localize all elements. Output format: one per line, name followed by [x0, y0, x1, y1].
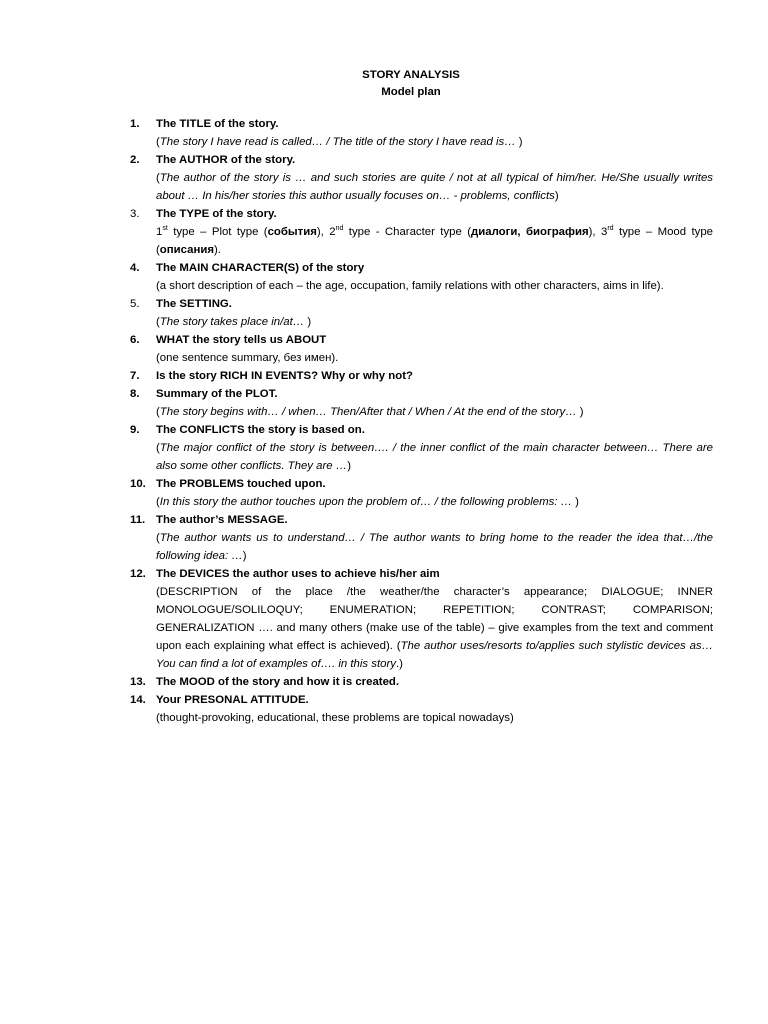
detail-text: rd: [607, 225, 614, 233]
item-detail: [156, 349, 713, 367]
detail-text: ): [571, 496, 579, 508]
item-content: [156, 367, 713, 385]
item-number: 4.: [130, 262, 140, 274]
detail-text: 1: [156, 226, 163, 238]
detail-text: The story I have read is called… / The title of the story I have read is…: [159, 136, 516, 148]
list-item: [130, 295, 713, 331]
list-item: [130, 205, 713, 259]
detail-text: (a short description of each – the age, occupation, family relations with other characters, aims in life).: [156, 280, 664, 292]
list-item: [130, 691, 713, 727]
detail-text: The author wants us to understand… / The author wants to bring home to the reader the idea that…/the following idea: …: [156, 532, 713, 562]
item-detail: [156, 493, 713, 511]
item-number: 5.: [130, 298, 140, 310]
list-item: [130, 367, 713, 385]
item-heading: The author’s MESSAGE.: [156, 514, 288, 526]
list-item: [130, 259, 713, 295]
list-item: [130, 421, 713, 475]
detail-text: type – Mood type (: [156, 226, 714, 256]
item-detail: [156, 169, 713, 205]
list-item: [130, 673, 713, 691]
item-detail: [156, 439, 713, 475]
detail-text: (: [156, 172, 160, 184]
item-number: 10.: [130, 478, 146, 490]
item-content: [156, 259, 713, 295]
document-subtitle: Model plan: [381, 86, 441, 98]
item-detail: [156, 583, 713, 673]
item-number: 1.: [130, 118, 140, 130]
document-header: [0, 67, 768, 101]
item-heading: Is the story RICH IN EVENTS? Why or why not?: [156, 370, 413, 382]
item-heading: Summary of the PLOT.: [156, 388, 278, 400]
item-content: [156, 475, 713, 511]
item-detail: [156, 403, 713, 421]
detail-text: ).: [213, 244, 221, 256]
item-heading: The SETTING.: [156, 298, 232, 310]
detail-text: In this story the author touches upon the problem of… / the following problems: …: [159, 496, 572, 508]
item-content: [156, 115, 713, 151]
detail-text: (: [156, 496, 160, 508]
detail-text: (thought-provoking, educational, these problems are topical nowadays): [156, 712, 514, 724]
detail-text: nd: [335, 225, 344, 233]
list-item: [130, 151, 713, 205]
detail-text: (: [156, 532, 160, 544]
item-heading: The MOOD of the story and how it is created.: [156, 676, 400, 688]
list-item: [130, 475, 713, 511]
plan-list: [130, 115, 713, 727]
detail-text: (: [156, 442, 160, 454]
detail-text: (: [156, 136, 160, 148]
detail-text: ): [515, 136, 523, 148]
detail-text: (one sentence summary, без имен).: [156, 352, 339, 364]
list-item: [130, 511, 713, 565]
item-content: [156, 691, 713, 727]
item-heading: The TYPE of the story.: [156, 208, 277, 220]
detail-text: The author of the story is … and such stories are quite / not at all typical of him/her. He/She usually writes about … In his/her stories this author usually focuses on… - problems, conflicts: [156, 172, 713, 202]
item-number: 3.: [130, 208, 140, 220]
item-content: [156, 673, 713, 691]
item-content: [156, 421, 713, 475]
item-detail: [156, 223, 713, 259]
detail-text: The major conflict of the story is between…. / the inner conflict of the main character between… There are also some other conflicts. They are …: [156, 442, 713, 472]
detail-text: (: [156, 316, 160, 328]
list-item: [130, 115, 713, 151]
item-number: 13.: [130, 676, 146, 688]
detail-text: ): [554, 190, 559, 202]
item-content: [156, 295, 713, 331]
detail-text: type – Plot type (: [167, 226, 268, 238]
item-number: 6.: [130, 334, 140, 346]
item-heading: The MAIN CHARACTER(S) of the story: [156, 262, 365, 274]
document-title: STORY ANALYSIS: [362, 69, 460, 81]
detail-text: описания: [159, 244, 214, 256]
detail-text: ): [347, 460, 351, 472]
detail-text: диалоги, биография: [471, 226, 589, 238]
detail-text: The story takes place in/at…: [159, 316, 305, 328]
item-detail: [156, 709, 713, 727]
item-heading: The AUTHOR of the story.: [156, 154, 296, 166]
item-content: [156, 385, 713, 421]
detail-text: type - Character type (: [343, 226, 472, 238]
item-heading: The PROBLEMS touched upon.: [156, 478, 326, 490]
detail-text: события: [267, 226, 317, 238]
detail-text: ): [304, 316, 312, 328]
item-detail: [156, 313, 713, 331]
item-heading: The DEVICES the author uses to achieve his/her aim: [156, 568, 440, 580]
item-number: 14.: [130, 694, 146, 706]
item-number: 12.: [130, 568, 146, 580]
detail-text: ), 2: [316, 226, 336, 238]
detail-text: The story begins with… / when… Then/After that / When / At the end of the story…: [159, 406, 577, 418]
list-item: [130, 385, 713, 421]
item-heading: The TITLE of the story.: [156, 118, 279, 130]
item-content: [156, 205, 713, 259]
detail-text: (: [156, 406, 160, 418]
item-heading: WHAT the story tells us ABOUT: [156, 334, 327, 346]
item-content: [156, 511, 713, 565]
item-content: [156, 151, 713, 205]
item-number: 9.: [130, 424, 140, 436]
list-item: [130, 565, 713, 673]
item-heading: Your PRESONAL ATTITUDE.: [156, 694, 309, 706]
detail-text: st: [162, 225, 168, 233]
item-heading: The CONFLICTS the story is based on.: [156, 424, 365, 436]
item-number: 8.: [130, 388, 140, 400]
detail-text: ): [242, 550, 247, 562]
item-detail: [156, 277, 713, 295]
detail-text: ): [576, 406, 584, 418]
detail-text: The author uses/resorts to/applies such stylistic devices as… You can find a lot of examples of…. in this story: [156, 640, 713, 670]
item-content: [156, 331, 713, 367]
item-number: 2.: [130, 154, 140, 166]
item-number: 7.: [130, 370, 140, 382]
item-detail: [156, 133, 713, 151]
item-number: 11.: [130, 514, 146, 526]
detail-text: (DESCRIPTION of the place /the weather/the character’s appearance; DIALOGUE; INNER MONOLOGUE/SOLILOQUY; ENUMERATION; REPETITION; CONTRAST; COMPARISON; GENERALIZATION …. and many others (make use of the table) – give examples from the text and comment upon each explaining what effect is achieved). (: [156, 586, 713, 652]
detail-text: .): [395, 658, 403, 670]
list-item: [130, 331, 713, 367]
detail-text: ), 3: [588, 226, 608, 238]
item-detail: [156, 529, 713, 565]
item-content: [156, 565, 713, 673]
